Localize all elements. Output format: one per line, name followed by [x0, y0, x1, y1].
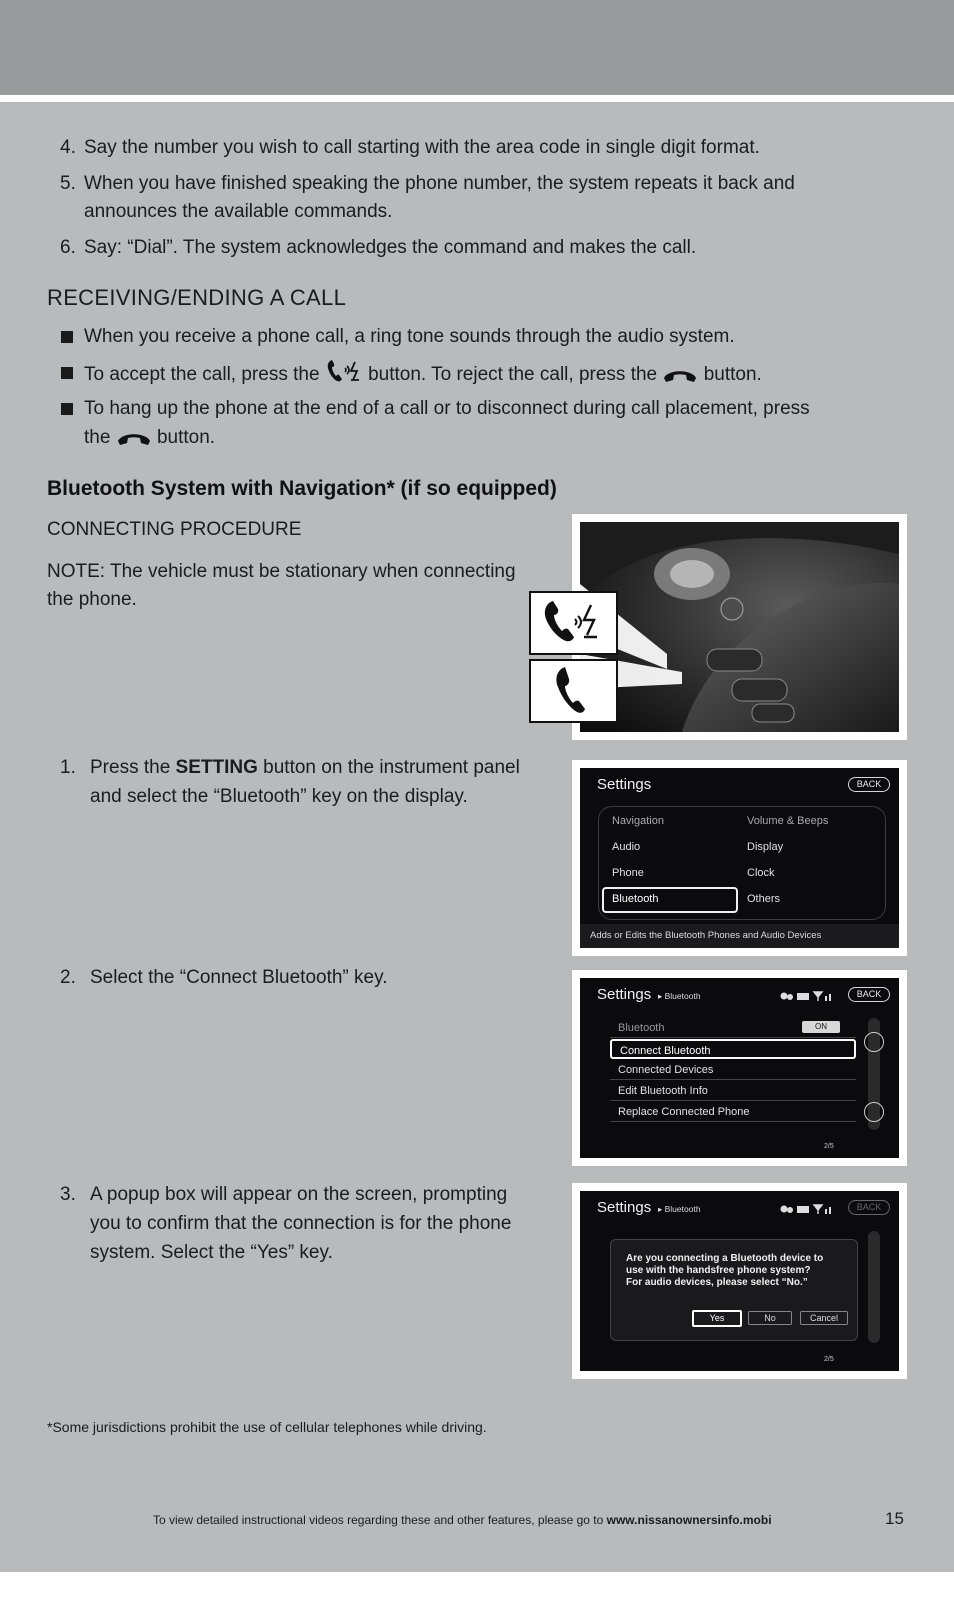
popup-message-line1: Are you connecting a Bluetooth device to [626, 1253, 824, 1264]
screen-breadcrumb: ▸ Bluetooth [658, 1204, 701, 1214]
phone-voice-icon [325, 358, 363, 393]
steering-wheel-photo-frame [572, 514, 907, 740]
bluetooth-heading: Bluetooth System with Navigation* (if so equipped) [47, 477, 557, 500]
menu-clock[interactable]: Clock [747, 867, 775, 879]
scrollbar-track[interactable] [868, 1231, 880, 1343]
menu-bluetooth[interactable]: Bluetooth [612, 893, 659, 905]
yes-button[interactable]: Yes [692, 1310, 742, 1327]
callout-phone-button [529, 659, 618, 723]
back-button[interactable]: BACK [848, 987, 890, 1002]
receiving-bullet-2-post: button. [703, 364, 762, 385]
step-5-text-line1: When you have finished speaking the phone number, the system repeats it back and [84, 173, 795, 194]
footer-line [153, 1513, 772, 1527]
procedure-step-1-post: button on the instrument panel [263, 757, 520, 778]
bluetooth-toggle[interactable]: ON [802, 1021, 840, 1033]
phone-icon [531, 661, 616, 721]
receiving-bullet-2 [84, 358, 762, 393]
page-number: 15 [885, 1509, 904, 1528]
row-connected-devices[interactable]: Connected Devices [610, 1060, 856, 1080]
menu-others[interactable]: Others [747, 893, 781, 905]
procedure-step-2-number: 2. [60, 967, 76, 988]
step-4-number: 4. [60, 137, 76, 158]
top-band [0, 0, 954, 95]
popup-message-line3: For audio devices, please select “No.” [626, 1277, 808, 1288]
procedure-step-2-line1: Select the “Connect Bluetooth” key. [90, 967, 388, 988]
page-indicator: 2/5 [824, 1356, 834, 1363]
procedure-step-3-line2: you to confirm that the connection is for the phone [90, 1213, 512, 1234]
step-5-text-line2: announces the available commands. [84, 201, 393, 222]
screen-title: Settings [597, 986, 652, 1003]
footnote: *Some jurisdictions prohibit the use of cellular telephones while driving. [47, 1419, 487, 1435]
procedure-step-1-line1 [90, 753, 520, 782]
back-button[interactable]: BACK [848, 1200, 890, 1215]
connecting-procedure-heading: CONNECTING PROCEDURE [47, 519, 302, 540]
status-icons [780, 989, 840, 999]
menu-volume-beeps[interactable]: Volume & Beeps [747, 815, 829, 827]
row-connect-bluetooth[interactable]: Connect Bluetooth [610, 1039, 856, 1059]
settings-screen [580, 768, 899, 948]
setting-keyword: SETTING [175, 757, 258, 778]
step-6-number: 6. [60, 237, 76, 258]
bullet-square [61, 331, 73, 343]
procedure-step-3-line3: system. Select the “Yes” key. [90, 1242, 333, 1263]
procedure-step-3-line1: A popup box will appear on the screen, prompting [90, 1184, 508, 1205]
receiving-bullet-1: When you receive a phone call, a ring tone sounds through the audio system. [84, 326, 735, 347]
bullet-square [61, 403, 73, 415]
menu-display[interactable]: Display [747, 841, 784, 853]
step-6-text: Say: “Dial”. The system acknowledges the command and makes the call. [84, 237, 697, 258]
receiving-heading: RECEIVING/ENDING A CALL [47, 285, 347, 310]
phone-hangup-icon [116, 427, 152, 456]
phone-voice-icon [531, 593, 616, 653]
procedure-step-1-pre: Press the [90, 757, 171, 778]
scroll-down-icon[interactable] [864, 1102, 884, 1122]
callout-voice-button [529, 591, 618, 655]
procedure-step-3-number: 3. [60, 1184, 76, 1205]
receiving-bullet-2-pre: To accept the call, press the [84, 364, 320, 385]
note-line1: NOTE: The vehicle must be stationary when connecting [47, 561, 516, 582]
cancel-button[interactable]: Cancel [800, 1311, 848, 1325]
footer-text: To view detailed instructional videos regarding these and other features, please go to [153, 1513, 604, 1527]
procedure-step-1-number: 1. [60, 757, 76, 778]
no-button[interactable]: No [748, 1311, 792, 1325]
phone-hangup-icon [662, 364, 698, 393]
bluetooth-settings-screen [580, 978, 899, 1158]
footer-url[interactable]: www.nissanownersinfo.mobi [606, 1513, 772, 1527]
screen-breadcrumb: ▸ Bluetooth [658, 991, 701, 1001]
receiving-bullet-3-line1: To hang up the phone at the end of a call or to disconnect during call placement, press [84, 398, 810, 419]
screen-title: Settings [597, 1199, 652, 1216]
receiving-bullet-3-post: button. [156, 427, 216, 448]
status-icons [780, 1202, 840, 1212]
menu-navigation[interactable]: Navigation [612, 815, 664, 827]
steering-wheel-photo [572, 514, 907, 740]
page-indicator: 2/5 [824, 1143, 834, 1150]
receiving-bullet-3-line2 [84, 423, 215, 456]
screen-title: Settings [597, 776, 652, 793]
row-replace-connected-phone[interactable]: Replace Connected Phone [610, 1102, 856, 1122]
row-bluetooth[interactable]: Bluetooth [610, 1018, 856, 1038]
menu-phone[interactable]: Phone [612, 867, 644, 879]
screen-footer-text: Adds or Edits the Bluetooth Phones and Audio Devices [590, 930, 822, 941]
menu-audio[interactable]: Audio [612, 841, 641, 853]
bluetooth-popup-screen [580, 1191, 899, 1371]
receiving-bullet-3-pre: the [84, 427, 111, 448]
note-line2: the phone. [47, 589, 137, 610]
back-button[interactable]: BACK [848, 777, 890, 792]
popup-message-line2: use with the handsfree phone system? [626, 1265, 811, 1276]
scroll-up-icon[interactable] [864, 1032, 884, 1052]
procedure-step-1-line2: and select the “Bluetooth” key on the display. [90, 786, 468, 807]
bullet-square [61, 367, 73, 379]
step-5-number: 5. [60, 173, 76, 194]
step-4-text: Say the number you wish to call starting with the area code in single digit format. [84, 137, 760, 158]
row-edit-bluetooth-info[interactable]: Edit Bluetooth Info [610, 1081, 856, 1101]
receiving-bullet-2-mid: button. To reject the call, press the [368, 364, 658, 385]
